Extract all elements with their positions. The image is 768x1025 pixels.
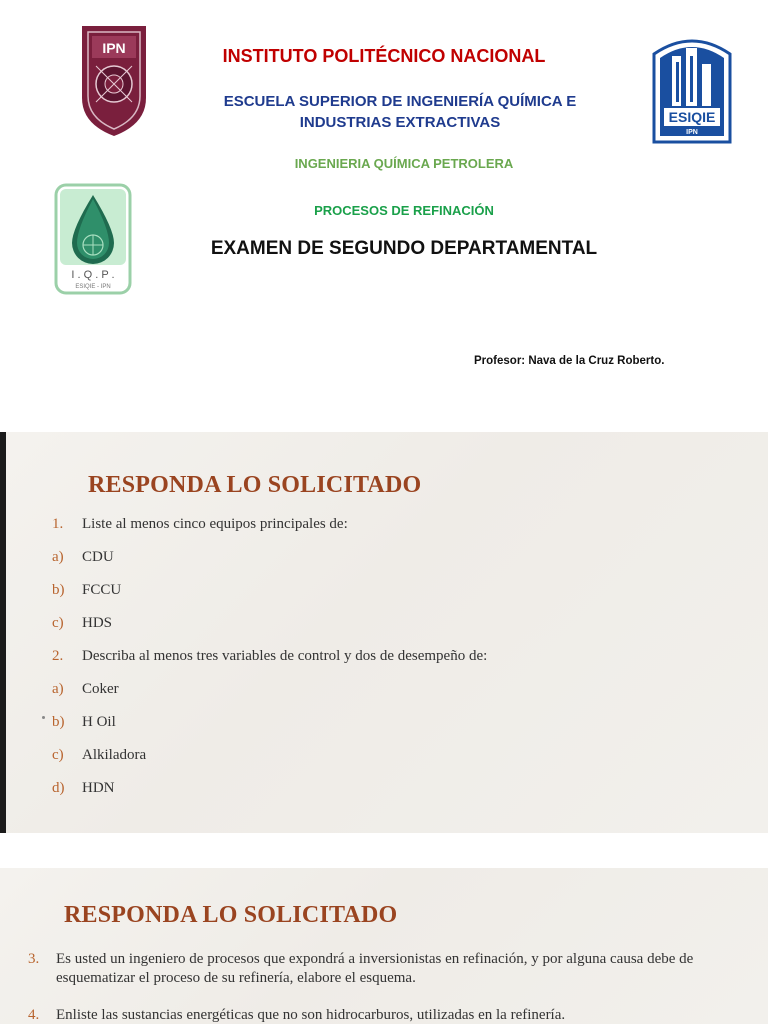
item-marker: a): [52, 681, 64, 697]
slide-title: RESPONDA LO SOLICITADO: [88, 472, 422, 498]
subitem: [52, 582, 121, 599]
item-marker: d): [52, 780, 65, 796]
ipn-logo: [74, 20, 154, 140]
course-name: PROCESOS DE REFINACIÓN: [314, 203, 494, 218]
subitem: [52, 714, 116, 731]
subitem: [52, 780, 115, 797]
question-item: [28, 950, 768, 988]
school-name: ESCUELA SUPERIOR DE INGENIERÍA QUÍMICA E INDUSTRIAS EXTRACTIVAS: [223, 93, 577, 131]
institution-title: INSTITUTO POLITÉCNICO NACIONAL: [222, 46, 546, 66]
item-marker: b): [52, 714, 65, 730]
slide-title: RESPONDA LO SOLICITADO: [64, 902, 398, 928]
professor-name: Profesor: Nava de la Cruz Roberto.: [474, 355, 665, 367]
item-marker: b): [52, 582, 65, 598]
item-text: Enliste las sustancias energéticas que no son hidrocarburos, utilizadas en la refinería.: [56, 1007, 566, 1023]
esiqie-logo-text: ESIQIE: [668, 109, 716, 125]
iqp-logo-text: I . Q . P .: [71, 269, 115, 281]
slide-questions-2: [0, 868, 768, 1024]
item-marker: c): [52, 615, 64, 631]
item-text: Liste al menos cinco equipos principales de:: [82, 516, 348, 532]
item-text: Alkiladora: [82, 747, 147, 763]
item-marker: a): [52, 549, 64, 565]
question-item: [52, 516, 348, 533]
question-item: [28, 1006, 768, 1025]
item-marker: c): [52, 747, 64, 763]
item-text: Coker: [82, 681, 119, 697]
subitem: [52, 747, 146, 764]
item-marker: 3.: [28, 951, 40, 967]
subitem: [52, 549, 114, 566]
esiqie-logo-subtext: IPN: [686, 129, 698, 136]
item-marker: 2.: [52, 648, 64, 664]
subitem: [52, 615, 112, 632]
item-text: HDN: [82, 780, 115, 796]
question-item: [52, 648, 487, 665]
item-text: HDS: [82, 615, 113, 631]
iqp-logo-subtext: ESIQIE - IPN: [75, 284, 111, 290]
item-text: Es usted un ingeniero de procesos que expondrá a inversionistas en refinación, y por alguna causa debe de esquematizar el proceso de su refinería, elabore el esquema.: [56, 951, 694, 986]
item-text: Describa al menos tres variables de control y dos de desempeño de:: [82, 648, 488, 664]
program-name: INGENIERIA QUÍMICA PETROLERA: [294, 156, 514, 171]
item-text: CDU: [82, 549, 114, 565]
subitem: [52, 681, 119, 698]
item-text: FCCU: [82, 582, 122, 598]
item-text: H Oil: [82, 714, 116, 730]
item-marker: 1.: [52, 516, 64, 532]
cover-page: [0, 0, 768, 400]
item-marker: 4.: [28, 1007, 40, 1023]
exam-title: EXAMEN DE SEGUNDO DEPARTAMENTAL: [210, 238, 598, 259]
ipn-logo-text: IPN: [102, 40, 126, 56]
slide-questions-1: [0, 432, 768, 833]
bullet-dot: [42, 716, 45, 719]
